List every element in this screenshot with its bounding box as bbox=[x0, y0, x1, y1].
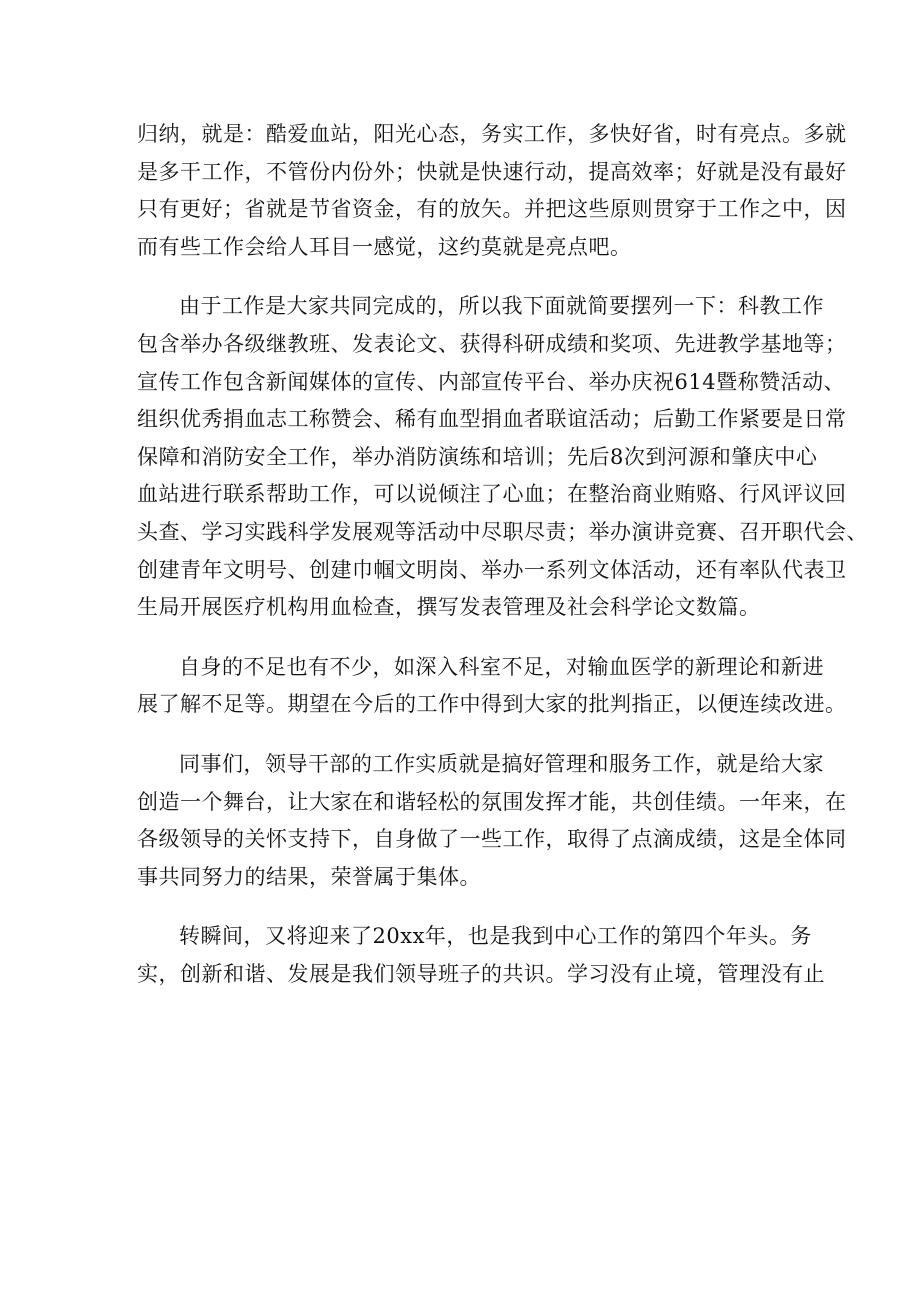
paragraph-line: 血站进行联系帮助工作，可以说倾注了心血；在整治商业贿赂、行风评议回 bbox=[137, 482, 847, 507]
document-body bbox=[137, 116, 868, 1015]
paragraph-line: 是多干工作，不管份内份外；快就是快速行动，提高效率；好就是没有最好 bbox=[137, 159, 847, 184]
paragraph-line: 创造一个舞台，让大家在和谐轻松的氛围发挥才能，共创佳绩。一年来，在 bbox=[137, 789, 847, 814]
paragraph-line: 创建青年文明号、创建巾帼文明岗、举办一系列文体活动，还有率队代表卫 bbox=[137, 557, 847, 582]
paragraph-line: 事共同努力的结果，荣誉属于集体。 bbox=[137, 864, 481, 889]
paragraph-line: 包含举办各级继教班、发表论文、获得科研成绩和奖项、先进教学基地等； bbox=[137, 331, 847, 356]
paragraph-work-list bbox=[137, 288, 868, 626]
paragraph-line: 而有些工作会给人耳目一感觉，这约莫就是亮点吧。 bbox=[137, 234, 632, 259]
paragraph-line: 展了解不足等。期望在今后的工作中得到大家的批判指正，以便连续改进。 bbox=[137, 692, 847, 717]
paragraph-line: 归纳，就是：酷爱血站，阳光心态，务实工作，多快好省，时有亮点。多就 bbox=[137, 122, 847, 146]
paragraph-line: 生局开展医疗机构用血检查，撰写发表管理及社会科学论文数篇。 bbox=[137, 595, 761, 620]
paragraph-colleagues bbox=[137, 746, 847, 896]
paragraph-line: 同事们，领导干部的工作实质就是搞好管理和服务工作，就是给大家 bbox=[179, 751, 824, 776]
paragraph-shortcomings bbox=[137, 649, 847, 724]
paragraph-line: 保障和消防安全工作，举办消防演练和培训；先后8次到河源和肇庆中心 bbox=[137, 444, 818, 469]
paragraph-line: 只有更好；省就是节省资金，有的放矢。并把这些原则贯穿于工作之中，因 bbox=[137, 197, 847, 222]
paragraph-line: 头查、学习实践科学发展观等活动中尽职尽责；举办演讲竞赛、召开职代会、 bbox=[137, 519, 868, 544]
paragraph-summary bbox=[137, 116, 847, 266]
paragraph-line: 各级领导的关怀支持下，自身做了一些工作，取得了点滴成绩，这是全体同 bbox=[137, 827, 847, 852]
paragraph-new-year bbox=[137, 918, 825, 993]
paragraph-line: 由于工作是大家共同完成的，所以我下面就简要摆列一下：科教工作 bbox=[179, 294, 824, 319]
paragraph-line: 实，创新和谐、发展是我们领导班子的共识。学习没有止境，管理没有止 bbox=[137, 961, 825, 986]
paragraph-line: 转瞬间，又将迎来了20xx年，也是我到中心工作的第四个年头。务 bbox=[179, 924, 812, 949]
paragraph-line: 宣传工作包含新闻媒体的宣传、内部宣传平台、举办庆祝614暨称赞活动、 bbox=[137, 369, 846, 394]
paragraph-line: 组织优秀捐血志工称赞会、稀有血型捐血者联谊活动；后勤工作紧要是日常 bbox=[137, 407, 847, 432]
paragraph-line: 自身的不足也有不少，如深入科室不足，对输血医学的新理论和新进 bbox=[179, 654, 824, 679]
